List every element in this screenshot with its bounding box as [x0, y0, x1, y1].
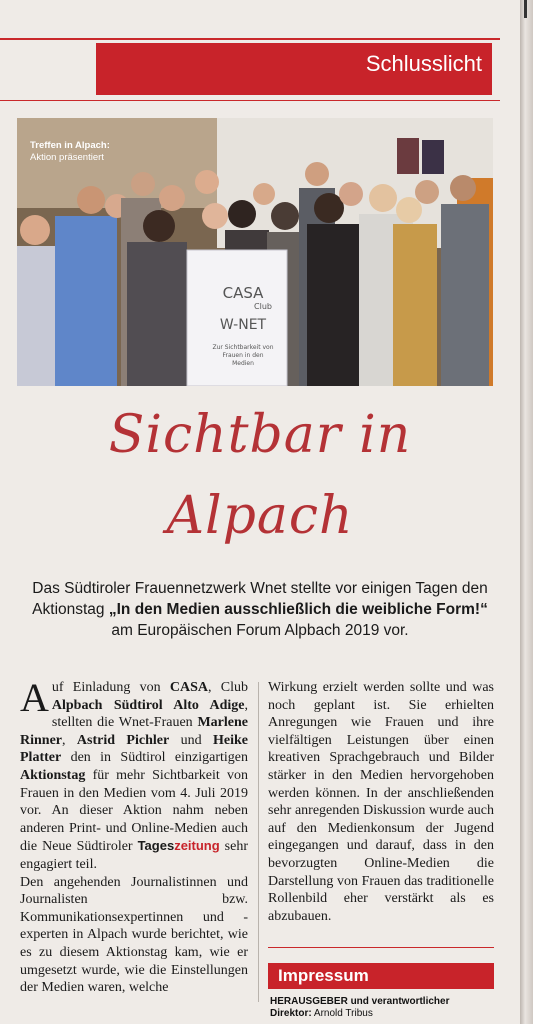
impressum-text: [270, 996, 496, 1020]
poster-wnet: W-NET: [219, 317, 267, 333]
impressum-line-1: HERAUSGEBER und verantwortlicher: [270, 996, 450, 1007]
caption-title: Treffen in Alpach:: [30, 140, 110, 151]
lead-bold: „In den Medien ausschließlich die weibliche Form!“: [108, 601, 488, 618]
edge-mark: [524, 0, 527, 18]
aktionstag-bold: Aktionstag: [20, 767, 86, 783]
name-pichler: Astrid Pichler: [76, 732, 170, 748]
poster-line3: Zur Sichtbarkeit von: [212, 344, 274, 351]
paragraph-3: Wirkung erzielt werden sollte und was noch geplant ist. Sie erhielten Anregungen wie Frauen und ihre vielfältigen Leistungen über einen kreativen Sprachgebrauch und Bilder stärker in den Medien hervorgehoben werden können. In der anschließenden sehr anregenden Diskussion wurde auch auf den Medienkonsum der Jugend eingegangen und darauf, dass in den bevorzugten Online-Medien die Darstellung von Frauen das traditionelle Rollenbild eher verstärkt als es abzubauen.: [268, 680, 494, 924]
section-label: Schlusslicht: [365, 51, 482, 76]
impressum-director: Arnold Tribus: [311, 1008, 373, 1019]
caption-sub: Aktion präsentiert: [30, 152, 104, 163]
impressum-label: Impressum: [278, 966, 369, 985]
lead-part-2: am Europäischen Forum Alpbach 2019 vor.: [111, 622, 409, 639]
poster-line5: Medien: [232, 360, 254, 367]
article-column-1: [20, 675, 248, 997]
body-text: für mehr Sichtbarkeit von Frauen in den Medien vom 4. Juli 2019 vor. An dieser Aktion nahm neben anderen Print- und Online-Medien auch die Neue Südtiroler: [20, 767, 248, 855]
drop-cap: A: [20, 675, 49, 720]
impressum-rule: [268, 947, 494, 948]
poster-badge: Club: [254, 302, 272, 311]
lead-part-1: Das Südtiroler Frauennetzwerk Wnet stellte vor einigen Tagen den Aktionstag: [32, 580, 488, 618]
name-platter: Heike Platter: [20, 732, 248, 766]
poster-line4: Frauen in den: [222, 352, 264, 359]
tageszeitung-logo: [138, 838, 220, 853]
column-divider: [258, 682, 259, 1002]
body-text: uf Einladung von: [51, 680, 170, 695]
logo-part-zeitung: zeitung: [174, 838, 220, 854]
poster-text: [203, 284, 283, 368]
top-rule: [0, 38, 500, 40]
body-text: sehr engagiert teil.: [20, 839, 248, 872]
club-bold: Alpbach Südtirol Alto Adige: [51, 697, 245, 713]
banner-rule: [0, 100, 500, 101]
headline-line-1: Sichtbar in: [108, 405, 412, 465]
lead-paragraph: [22, 578, 498, 641]
group-photo: [17, 118, 493, 386]
name-rinner: Marlene Rinner: [20, 715, 248, 748]
body-text: , Club: [208, 680, 248, 695]
body-text: , stellten die Wnet-Frauen: [51, 697, 248, 731]
headline-line-2: Alpach: [166, 486, 354, 546]
paragraph-2: Den angehenden Journalistinnen und Journalisten bzw. Kommunikationsexpertinnen und -experten in Alpach wurde berichtet, wie es zu diesem Aktionstag kam, wie er umgesetzt wurde, wie die Einstellungen der Medien waren, welche: [20, 874, 248, 996]
section-banner: [96, 43, 492, 95]
body-text: und: [169, 732, 213, 748]
casa-bold: CASA: [169, 680, 208, 695]
poster-casa: CASA: [222, 284, 264, 302]
impressum-banner: [268, 963, 494, 989]
body-text: ,: [62, 732, 77, 748]
impressum-director-label: Direktor:: [270, 1008, 312, 1019]
article-column-2: [268, 679, 494, 925]
page-edge: [520, 0, 533, 1024]
photo-caption: [30, 140, 110, 164]
logo-part-tages: Tages: [137, 838, 175, 854]
body-text: den in Südtirol einzigartigen: [61, 750, 248, 766]
